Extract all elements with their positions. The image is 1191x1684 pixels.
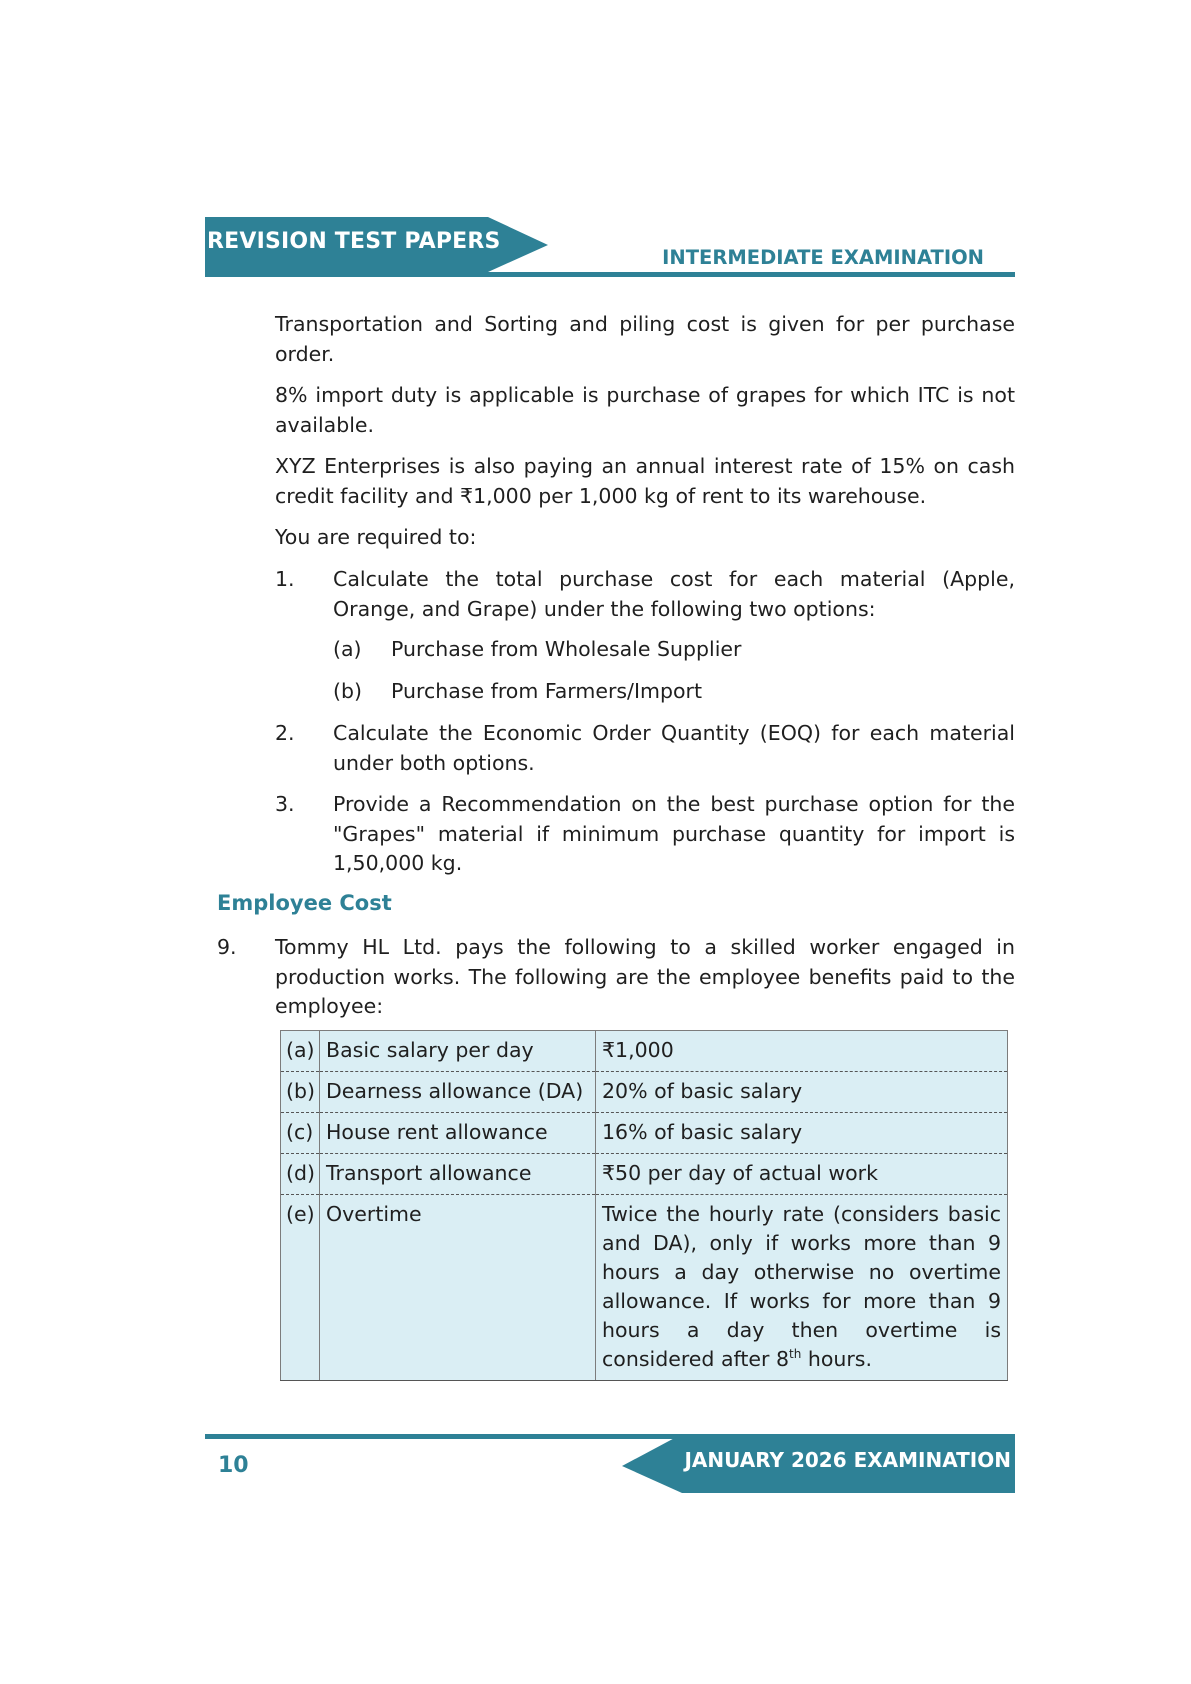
benefit-item: House rent allowance [320,1113,596,1154]
benefit-value: 20% of basic salary [596,1072,1008,1113]
table-row [281,1113,1008,1154]
row-label: (c) [281,1113,320,1154]
row-label: (e) [281,1195,320,1381]
header-exam-title: INTERMEDIATE EXAMINATION [662,246,984,269]
row-label: (a) [281,1031,320,1072]
option-label: (a) [333,637,362,661]
table-row [281,1195,1008,1381]
requirement-number: 2. [275,721,295,745]
row-label: (d) [281,1154,320,1195]
overtime-text: Twice the hourly rate (considers basic and DA), only if works more than 9 hours a day otherwise no overtime allowance. If works for more than 9 hours a day then overtime is considered after 8 [602,1202,1001,1371]
ordinal-suffix: th [789,1347,802,1362]
requirement-text: Calculate the total purchase cost for each material (Apple, Orange, and Grape) under the following two options: [333,567,1015,621]
header-rule [205,272,1015,277]
header-title: REVISION TEST PAPERS [207,229,501,254]
employee-benefits-table [280,1030,1008,1381]
paragraph-interest-rent: XYZ Enterprises is also paying an annual interest rate of 15% on cash credit facility and ₹1,000 per 1,000 kg of rent to its warehouse. [275,454,1015,508]
benefit-value-overtime [596,1195,1008,1381]
paragraph-import-duty: 8% import duty is applicable is purchase of grapes for which ITC is not available. [275,383,1015,437]
requirement-text: Provide a Recommendation on the best purchase option for the "Grapes" material if minimum purchase quantity for import is 1,50,000 kg. [333,792,1015,875]
paragraph-transport-cost: Transportation and Sorting and piling cost is given for per purchase order. [275,312,1015,366]
requirement-text: Calculate the Economic Order Quantity (EOQ) for each material under both options. [333,721,1015,775]
row-label: (b) [281,1072,320,1113]
requirement-number: 3. [275,792,295,816]
requirement-number: 1. [275,567,295,591]
question-text: Tommy HL Ltd. pays the following to a skilled worker engaged in production works. The following are the employee benefits paid to the employee: [275,935,1015,1018]
table-row [281,1072,1008,1113]
benefit-item: Basic salary per day [320,1031,596,1072]
footer-exam-title: JANUARY 2026 EXAMINATION [684,1448,1011,1472]
table-row [281,1154,1008,1195]
page-number: 10 [218,1453,249,1478]
benefit-value: ₹50 per day of actual work [596,1154,1008,1195]
benefit-item: Transport allowance [320,1154,596,1195]
option-label: (b) [333,679,363,703]
paragraph-required: You are required to: [275,525,477,549]
benefit-item: Overtime [320,1195,596,1381]
benefit-value: 16% of basic salary [596,1113,1008,1154]
option-text: Purchase from Farmers/Import [391,679,703,703]
question-number: 9. [217,935,237,959]
option-text: Purchase from Wholesale Supplier [391,637,742,661]
overtime-text-end: hours. [801,1347,872,1371]
table-row [281,1031,1008,1072]
section-title: Employee Cost [217,891,392,915]
benefit-item: Dearness allowance (DA) [320,1072,596,1113]
benefit-value: ₹1,000 [596,1031,1008,1072]
